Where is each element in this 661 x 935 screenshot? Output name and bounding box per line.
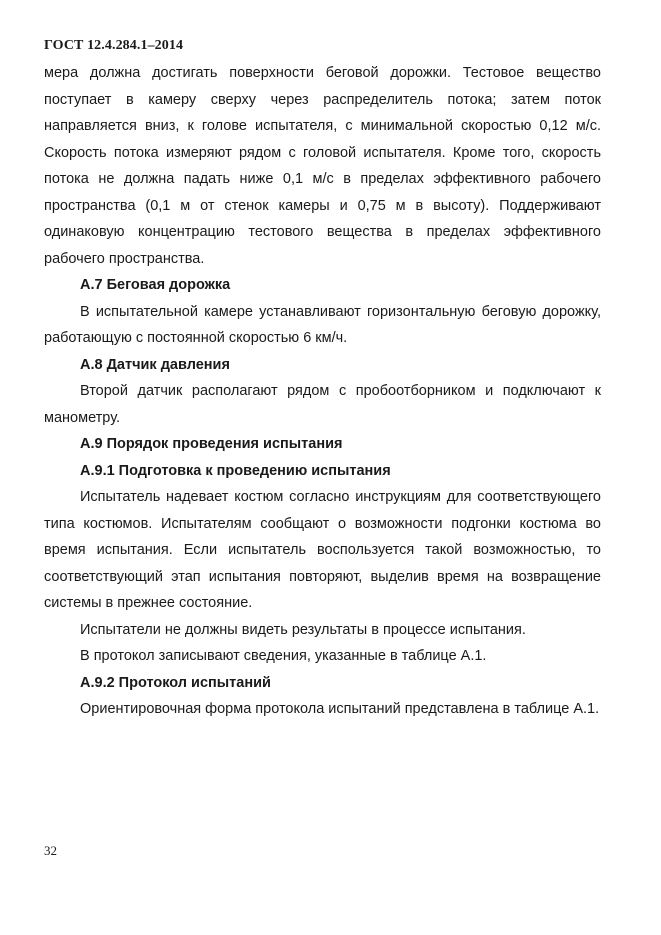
- section-heading-a9: А.9 Порядок проведения испытания: [80, 436, 343, 452]
- paragraph-a9-1-2: Испытатели не должны видеть результаты в процессе испытания.: [80, 621, 526, 638]
- section-heading-a8: А.8 Датчик давления: [80, 356, 230, 373]
- page-number: 32: [44, 843, 57, 858]
- section-heading-a9-1: А.9.1 Подготовка к проведению испытания: [80, 462, 391, 479]
- document-header: ГОСТ 12.4.284.1–2014: [44, 38, 184, 53]
- paragraph-a8: Второй датчик располагают рядом с пробоотборником и подключают к манометру.: [44, 383, 601, 426]
- section-heading-a9-2: А.9.2 Протокол испытаний: [80, 674, 271, 691]
- paragraph-a9-1-1: Испытатель надевает костюм согласно инструкциям для соответствующего типа костюмов. Испытателям сообщают о возможности подгонки костюма во время испытания. Если испытатель воспользуется такой возможностью, то соответствующий этап испытания повторяют, выделив время на возвращение системы в прежнее состояние.: [44, 489, 601, 611]
- section-heading-a7: А.7 Беговая дорожка: [80, 277, 231, 293]
- paragraph-a9-2: Ориентировочная форма протокола испытаний представлена в таблице А.1.: [80, 701, 600, 717]
- paragraph-a9-1-3: В протокол записывают сведения, указанные в таблице А.1.: [80, 648, 487, 664]
- paragraph-continuation: мера должна достигать поверхности беговой дорожки. Тестовое вещество поступает в камеру сверху через распределитель потока; затем поток направляется вниз, к голове испытателя, с минимальной скоростью 0,12 м/с. Скорость потока измеряют рядом с головой испытателя. Кроме того, скорость потока не должна падать ниже 0,1 м/с в пределах эффективного рабочего пространства (0,1 м от стенок камеры и 0,75 м в высоту). Поддерживают одинаковую концентрацию тестового вещества в пределах эффективного рабочего пространства.: [44, 65, 601, 267]
- paragraph-a7: В испытательной камере устанавливают горизонтальную беговую дорожку, работающую с постоянной скоростью 6 км/ч.: [44, 303, 601, 346]
- page-content: [44, 60, 601, 723]
